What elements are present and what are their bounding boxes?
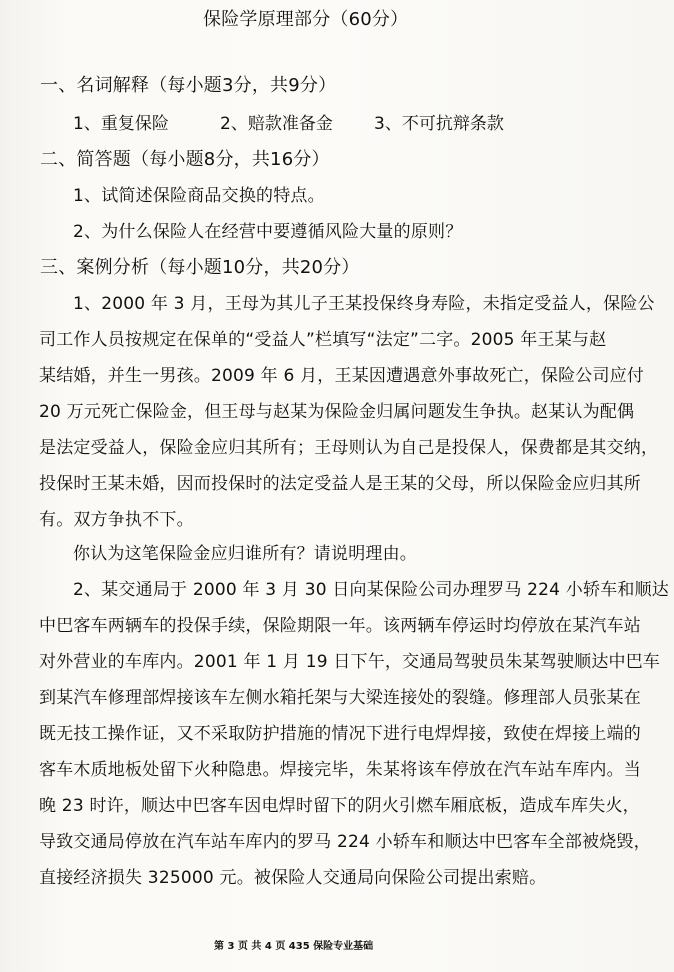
case-2-line-3: 对外营业的车库内。2001 年 1 月 19 日下午，交通局驾驶员朱某驾驶顺达中巴车 [39,652,661,672]
section-1-heading: 一、名词解释（每小题3分，共9分） [40,75,337,96]
case-2-line-4: 到某汽车修理部焊接该车左侧水箱托架与大梁连接处的裂缝。修理部人员张某在 [39,688,641,708]
case-2-line-9: 直接经济损失 325000 元。被保险人交通局向保险公司提出索赔。 [39,868,547,888]
case-2-line-7: 晚 23 时许，顺达中巴客车因电焊时留下的阴火引燃车厢底板，造成车库失火， [39,796,640,816]
case-1-line-3: 某结婚，并生一男孩。2009 年 6 月，王某因遭遇意外事故死亡，保险公司应付 [39,366,645,386]
section-2-heading: 二、简答题（每小题8分，共16分） [40,149,330,170]
question-1: 1、试简述保险商品交换的特点。 [73,186,325,206]
case-1-line-4: 20 万元死亡保险金，但王母与赵某为保险金归属问题发生争执。赵某认为配偶 [39,402,635,422]
case-2-line-5: 既无技工操作证，又不采取防护措施的情况下进行电焊焊接，致使在焊接上端的 [39,724,641,744]
case-1-line-2: 司工作人员按规定在保单的“受益人”栏填写“法定”二字。2005 年王某与赵 [39,330,607,350]
term-item-3: 3、不可抗辩条款 [374,114,504,134]
case-2-line-1: 2、某交通局于 2000 年 3 月 30 日向某保险公司办理罗马 224 小轿车和顺达 [73,580,670,600]
term-item-1: 1、重复保险 [73,114,169,134]
page-title: 保险学原理部分（60分） [203,9,409,30]
case-1-line-5: 是法定受益人，保险金应归其所有；王母则认为自己是投保人，保费都是其交纳， [39,438,659,458]
question-2: 2、为什么保险人在经营中要遵循风险大量的原则？ [73,222,463,242]
page-footer: 第 3 页 共 4 页 435 保险专业基础 [214,941,374,952]
section-3-heading: 三、案例分析（每小题10分，共20分） [40,257,360,278]
case-1-question: 你认为这笔保险金应归谁所有？请说明理由。 [73,544,417,564]
case-1-line-7: 有。双方争执不下。 [39,510,194,530]
case-2-line-2: 中巴客车两辆车的投保手续，保险期限一年。该两辆车停运时均停放在某汽车站 [39,616,641,636]
case-1-line-1: 1、2000 年 3 月，王母为其儿子王某投保终身寿险，未指定受益人，保险公 [73,294,655,314]
case-2-line-6: 客车木质地板处留下火种隐患。焊接完毕，朱某将该车停放在汽车站车库内。当 [39,760,641,780]
case-1-line-6: 投保时王某未婚，因而投保时的法定受益人是王某的父母，所以保险金应归其所 [39,474,641,494]
term-item-2: 2、赔款准备金 [220,114,333,134]
case-2-line-8: 导致交通局停放在汽车站车库内的罗马 224 小轿车和顺达中巴客车全部被烧毁， [39,832,651,852]
